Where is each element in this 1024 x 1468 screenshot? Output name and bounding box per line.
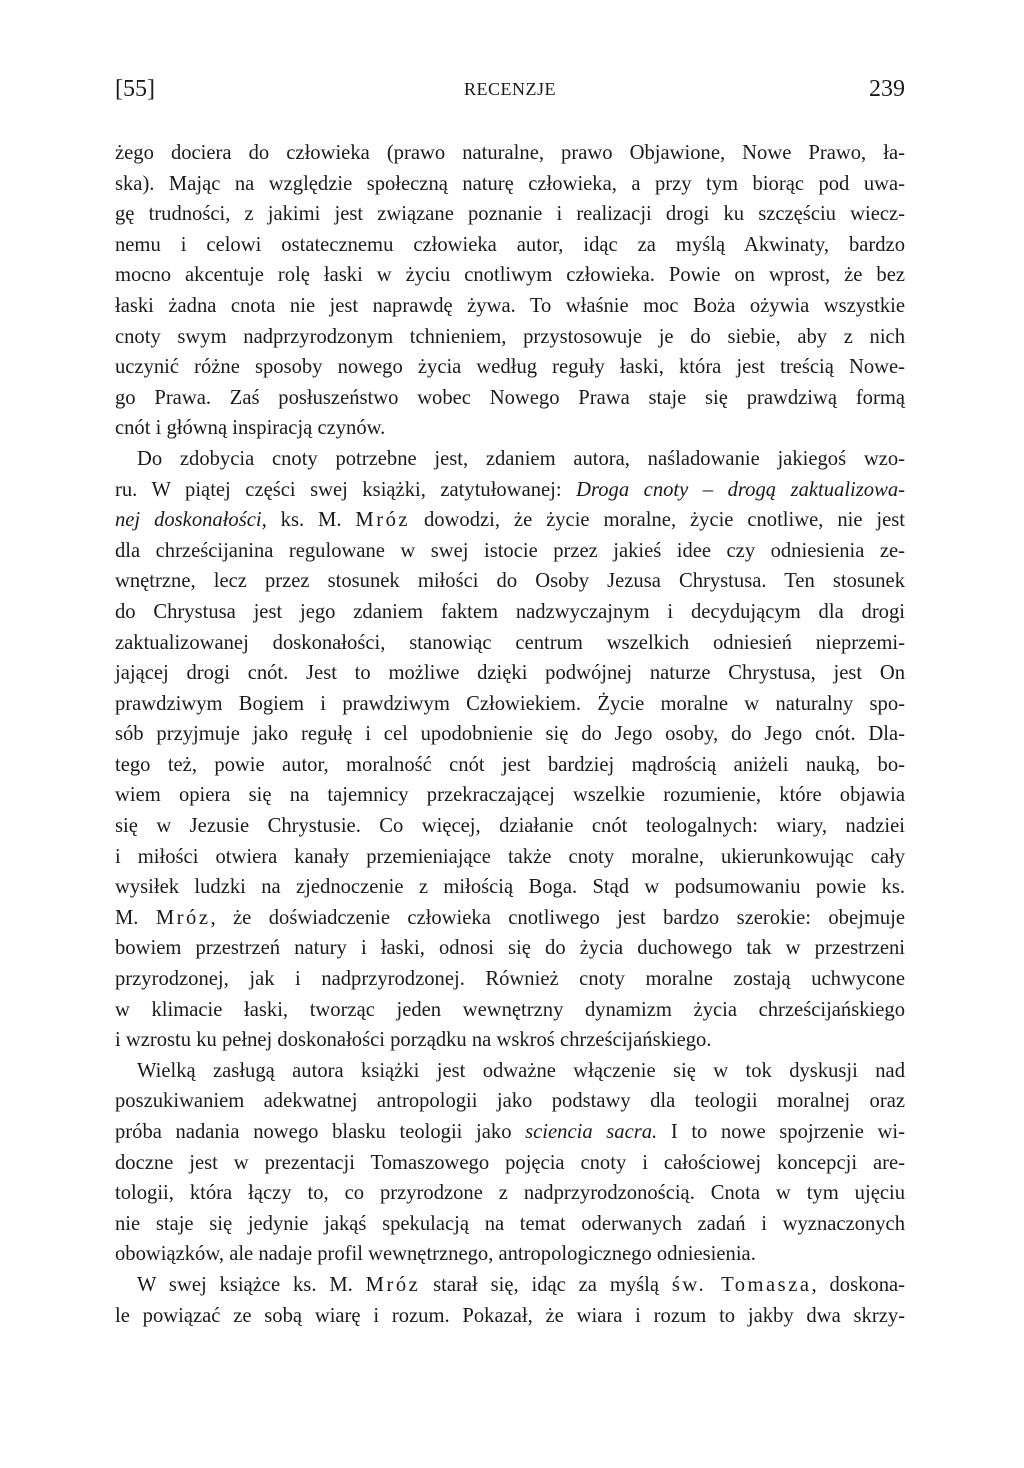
latin-term: sciencia sacra. <box>525 1121 658 1143</box>
text-line: obowiązków, ale nadaje profil wewnętrznego, antropologicznego odniesienia. <box>115 1243 756 1266</box>
text-line: i wzrostu ku pełnej doskonałości porządku na wskroś chrześcijańskiego. <box>115 1029 712 1052</box>
text-line: nie staje się jedynie jakąś spekulacją na temat oderwanych zadań i wyznaczonych <box>115 1212 905 1235</box>
text-run: ru. W piątej części swej książki, zatytułowanej: <box>115 478 577 501</box>
text-run: ks. M. <box>266 509 356 532</box>
author-name: Mróz <box>155 906 211 929</box>
text-line: Do zdobycia cnoty potrzebne jest, zdaniem autora, naśladowanie jakiegoś wzo- <box>137 447 905 470</box>
page <box>115 0 905 1468</box>
text-line: doczne jest w prezentacji Tomaszowego pojęcia cnoty i całościowej koncepcji are- <box>115 1151 905 1174</box>
text-line: cnoty swym nadprzyrodzonym tchnieniem, przystosowuje je do siebie, aby z nich <box>115 325 905 348</box>
text-line: i miłości otwiera kanały przemieniające także cnoty moralne, ukierunkowując cały <box>115 845 905 868</box>
text-line: się w Jezusie Chrystusie. Co więcej, działanie cnót teologalnych: wiary, nadziei <box>115 815 905 838</box>
text-run: próba nadania nowego blasku teologii jako <box>115 1121 526 1143</box>
text-line <box>115 1117 905 1148</box>
text-line <box>115 505 905 536</box>
text-line: Wielką zasługą autora książki jest odważne włączenie się w tok dyskusji nad <box>137 1059 905 1082</box>
book-title: Droga cnoty – drogą zaktualizowa- <box>576 478 905 501</box>
text-line: wiem opiera się na tajemnicy przekraczającej wszelkie rozumienie, które objawia <box>115 784 905 807</box>
running-head <box>115 72 905 106</box>
text-line: wnętrzne, lecz przez stosunek miłości do Osoby Jezusa Chrystusa. Ten stosunek <box>115 570 905 593</box>
book-title: nej doskonałości, <box>115 509 267 532</box>
text-line: przyrodzonej, jak i nadprzyrodzonej. Również cnoty moralne zostają uchwycone <box>115 968 905 991</box>
text-line: poszukiwaniem adekwatnej antropologii jako podstawy dla teologii moralnej oraz <box>115 1090 905 1113</box>
text-line: tologii, która łączy to, co przyrodzone z nadprzyrodzonością. Cnota w tym ujęciu <box>115 1182 905 1205</box>
section-title: RECENZJE <box>464 79 556 99</box>
text-line: nemu i celowi ostatecznemu człowieka autor, idąc za myślą Akwinaty, bardzo <box>115 233 905 256</box>
text-run: , doskona- <box>811 1273 905 1296</box>
text-run: W swej książce ks. M. <box>137 1273 366 1296</box>
text-line: bowiem przestrzeń natury i łaski, odnosi się do życia duchowego tak w przestrzeni <box>115 937 905 960</box>
text-line: dla chrześcijanina regulowane w swej istocie przez jakieś idee czy odniesienia ze- <box>115 539 905 562</box>
review-body <box>115 138 905 1331</box>
text-line <box>115 475 905 506</box>
text-line: w klimacie łaski, tworząc jeden wewnętrzny dynamizm życia chrześcijańskiego <box>115 998 905 1021</box>
text-line: mocno akcentuje rolę łaski w życiu cnotliwym człowieka. Powie on wprost, że bez <box>115 264 905 287</box>
text-run: M. <box>115 906 156 929</box>
text-run: , że doświadczenie człowieka cnotliwego jest bardzo szerokie: obejmuje <box>210 906 905 929</box>
text-line: wysiłek ludzki na zjednoczenie z miłością Boga. Stąd w podsumowaniu powie ks. <box>115 876 905 899</box>
text-run: I to nowe spojrzenie wi- <box>657 1121 905 1143</box>
page-reference: [55] <box>115 76 155 102</box>
text-line: żego dociera do człowieka (prawo naturalne, prawo Objawione, Nowe Prawo, ła- <box>115 142 905 164</box>
page-number: 239 <box>869 76 905 102</box>
text-line: ska). Mając na względzie społeczną naturę człowieka, a przy tym biorąc pod uwa- <box>115 172 905 195</box>
text-run: dowodzi, że życie moralne, życie cnotliwe, nie jest <box>410 509 905 532</box>
text-line: sób przyjmuje jako regułę i cel upodobnienie się do Jego osoby, do Jego cnót. Dla- <box>115 723 905 746</box>
text-line: uczynić różne sposoby nowego życia według reguły łaski, która jest treścią Nowe- <box>115 356 905 379</box>
author-name: Mróz <box>355 509 411 532</box>
text-run: starał się, idąc za myślą <box>420 1273 672 1296</box>
text-line: prawdziwym Bogiem i prawdziwym Człowiekiem. Życie moralne w naturalny spo- <box>115 692 905 715</box>
text-line: łaski żadna cnota nie jest naprawdę żywa. To właśnie moc Boża ożywia wszystkie <box>115 294 905 317</box>
text-line: jającej drogi cnót. Jest to możliwe dzięki podwójnej naturze Chrystusa, jest On <box>115 662 905 685</box>
text-line: cnót i główną inspiracją czynów. <box>115 417 386 440</box>
saint-name: św. Tomasza <box>671 1273 812 1296</box>
text-line: go Prawa. Zaś posłuszeństwo wobec Nowego Prawa staje się prawdziwą formą <box>115 386 905 409</box>
text-line: gę trudności, z jakimi jest związane poznanie i realizacji drogi ku szczęściu wiecz- <box>115 203 905 226</box>
text-line: tego też, powie autor, moralność cnót jest bardziej mądrością aniżeli nauką, bo- <box>115 753 905 776</box>
text-line: do Chrystusa jest jego zdaniem faktem nadzwyczajnym i decydującym dla drogi <box>115 600 905 623</box>
text-line <box>115 1270 905 1301</box>
text-line: zaktualizowanej doskonałości, stanowiąc centrum wszelkich odniesień nieprzemi- <box>115 631 905 654</box>
author-name: Mróz <box>365 1273 421 1296</box>
text-line <box>115 903 905 934</box>
text-line: le powiązać ze sobą wiarę i rozum. Pokazał, że wiara i rozum to jakby dwa skrzy- <box>115 1304 905 1327</box>
